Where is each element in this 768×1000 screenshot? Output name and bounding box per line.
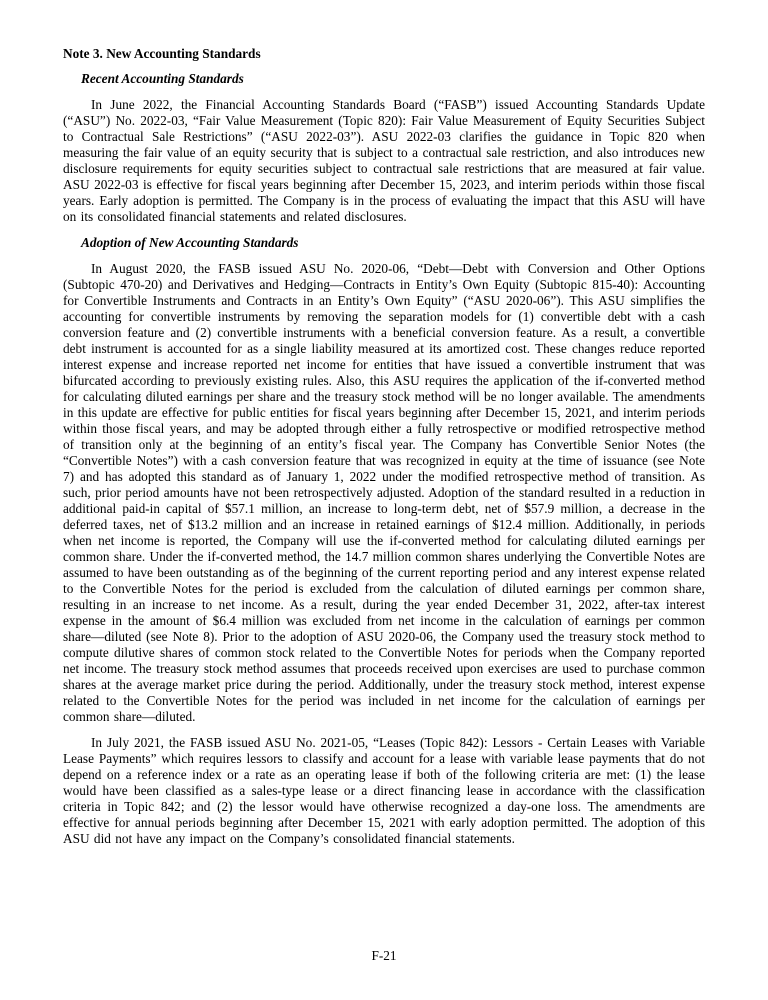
note-title: Note 3. New Accounting Standards xyxy=(63,46,261,61)
paragraph-asu-2022-03: In June 2022, the Financial Accounting Standards Board (“FASB”) issued Accounting Standards Update (“ASU”) No. 2022-03, “Fair Value Measurement (Topic 820): Fair Value Measurement of Equity Securities Subject to Contractual Sale Restrictions” (“ASU 2022-03”). ASU 2022-03 clarifies the guidance in Topic 820 when measuring the fair value of an equity security that is subject to a contractual sale restriction, and also introduces new disclosure requirements for equity securities subject to contractual sale restrictions that are measured at fair value. ASU 2022-03 is effective for fiscal years beginning after December 15, 2023, and interim periods within those fiscal years. Early adoption is permitted. The Company is in the process of evaluating the impact that this ASU will have on its consolidated financial statements and related disclosures. xyxy=(63,97,705,224)
subheading-recent-accounting-standards: Recent Accounting Standards xyxy=(81,71,244,86)
page-number: F-21 xyxy=(371,948,397,963)
subheading-adoption-of-new-accounting-standards: Adoption of New Accounting Standards xyxy=(81,235,299,250)
paragraph-asu-2020-06: In August 2020, the FASB issued ASU No. 2020-06, “Debt—Debt with Conversion and Other Options (Subtopic 470-20) and Derivatives and Hedging—Contracts in Entity’s Own Equity (Subtopic 815-40): Accounting for Convertible Instruments and Contracts in an Entity’s Own Equity” (“ASU 2020-06”). This ASU simplifies the accounting for convertible instruments by removing the separation models for (1) convertible debt with a cash conversion feature and (2) convertible instruments with a beneficial conversion feature. As a result, a convertible debt instrument is accounted for as a single liability measured at its amortized cost. These changes reduce reported interest expense and increase reported net income for entities that have issued a convertible instrument that was bifurcated according to previously existing rules. Also, this ASU requires the application of the if-converted method for calculating diluted earnings per share and the treasury stock method will be no longer available. The amendments in this update are effective for public entities for fiscal years beginning after December 15, 2021, and interim periods within those fiscal years, and may be adopted through either a fully retrospective or modified retrospective method of transition only at the beginning of an entity’s fiscal year. The Company has Convertible Senior Notes (the “Convertible Notes”) with a cash conversion feature that was recognized in equity at the time of issuance (see Note 7) and has adopted this standard as of January 1, 2022 under the modified retrospective method of transition. As such, prior period amounts have not been retrospectively adjusted. Adoption of the standard resulted in a reduction in additional paid-in capital of $57.1 million, an increase to long-term debt, net of $57.9 million, a decrease in the deferred taxes, net of $13.2 million and an increase in retained earnings of $12.4 million. Additionally, in periods when net income is reported, the Company will use the if-converted method for calculating diluted earnings per common share. Under the if-converted method, the 14.7 million common shares underlying the Convertible Notes are assumed to have been outstanding as of the beginning of the current reporting period and any interest expense related to the Convertible Notes for the period is excluded from the calculation of diluted earnings per common share, resulting in an increase to net income. As a result, during the year ended December 31, 2022, after-tax interest expense in the amount of $6.4 million was excluded from net income in the calculation of earnings per common share—diluted (see Note 8). Prior to the adoption of ASU 2020-06, the Company used the treasury stock method to compute dilutive shares of common stock related to the Convertible Notes for periods when the Company reported net income. The treasury stock method assumes that proceeds received upon exercises are used to purchase common shares at the average market price during the period. Additionally, under the treasury stock method, interest expense related to the Convertible Notes for the period was included in net income for the calculation of earnings per common share—diluted. xyxy=(63,261,706,724)
paragraph-asu-2021-05: In July 2021, the FASB issued ASU No. 2021-05, “Leases (Topic 842): Lessors - Certain Leases with Variable Lease Payments” which requires lessors to classify and account for a lease with variable lease payments that do not depend on a reference index or a rate as an operating lease if both of the following criteria are met: (1) the lease would have been classified as a sales-type lease or a direct financing lease in accordance with the classification criteria in Topic 842; and (2) the lessor would have otherwise recognized a day-one loss. The amendments are effective for annual periods beginning after December 15, 2021 with early adoption permitted. The adoption of this ASU did not have any impact on the Company’s consolidated financial statements. xyxy=(63,735,705,846)
